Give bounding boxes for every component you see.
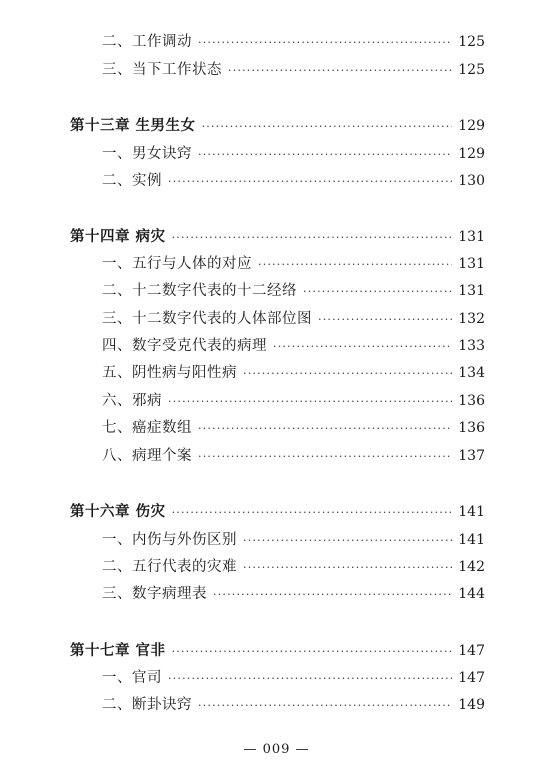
toc-entry-title: 第十三章 生男生女	[70, 118, 196, 134]
dot-leader	[172, 642, 453, 662]
toc-entry-section	[102, 418, 485, 439]
toc-entry-section	[102, 254, 485, 275]
toc-entry-title: 六、邪病	[102, 393, 162, 409]
toc-entry-title: 第十六章 伤灾	[70, 504, 166, 520]
dot-leader	[318, 310, 452, 330]
toc-entry-page: 141	[458, 504, 485, 520]
toc-entry-section	[102, 530, 485, 551]
dot-leader	[243, 531, 452, 551]
toc-entry-section	[102, 336, 485, 357]
toc-entry-page: 134	[458, 365, 485, 381]
toc-entry-title: 一、官司	[102, 670, 162, 686]
toc-entry-title: 四、数字受克代表的病理	[102, 338, 267, 354]
dot-leader	[303, 282, 452, 302]
dot-leader	[168, 392, 452, 412]
dot-leader	[172, 503, 453, 523]
toc-entry-page: 131	[458, 229, 485, 245]
dot-leader	[243, 558, 452, 578]
toc-entry-title: 第十七章 官非	[70, 643, 166, 659]
toc-entry-page: 147	[458, 643, 485, 659]
page-number: — 009 —	[243, 742, 310, 757]
dot-leader	[198, 696, 452, 716]
toc-entry-title: 三、数字病理表	[102, 586, 207, 602]
toc-entry-section	[102, 171, 485, 192]
toc-entry-section	[102, 144, 485, 165]
toc-entry-page: 136	[458, 393, 485, 409]
dot-leader	[243, 364, 452, 384]
toc-entry-section	[102, 32, 485, 53]
toc-entry-title: 二、十二数字代表的十二经络	[102, 283, 297, 299]
toc-entry-section	[102, 309, 485, 330]
toc-entry-section	[102, 281, 485, 302]
toc-entry-page: 142	[458, 559, 485, 575]
toc-entry-page: 141	[458, 532, 485, 548]
toc-entry-chapter	[70, 227, 485, 248]
toc-entry-page: 125	[458, 34, 485, 50]
toc-entry-section	[102, 557, 485, 578]
dot-leader	[198, 447, 452, 467]
toc-entry-chapter	[70, 116, 485, 137]
toc-entry-page: 129	[458, 118, 485, 134]
toc-entry-section	[102, 391, 485, 412]
toc-entry-page: 133	[458, 338, 485, 354]
toc-entry-page: 125	[458, 62, 485, 78]
toc-entry-page: 131	[458, 283, 485, 299]
dot-leader	[198, 33, 452, 53]
toc-entry-title: 第十四章 病灾	[70, 229, 166, 245]
dot-leader	[172, 228, 453, 248]
toc-entry-page: 129	[458, 146, 485, 162]
dot-leader	[198, 419, 452, 439]
toc-entry-section	[102, 668, 485, 689]
dot-leader	[258, 255, 452, 275]
dot-leader	[202, 117, 453, 137]
toc-entry-section	[102, 446, 485, 467]
toc-entry-page: 136	[458, 420, 485, 436]
toc-entry-title: 三、十二数字代表的人体部位图	[102, 311, 312, 327]
toc-entry-section	[102, 695, 485, 716]
toc-entry-section	[102, 363, 485, 384]
toc-entry-page: 149	[458, 697, 485, 713]
toc-entry-title: 七、癌症数组	[102, 420, 192, 436]
toc-entry-page: 131	[458, 256, 485, 272]
dot-leader	[168, 172, 452, 192]
dot-leader	[198, 145, 452, 165]
toc-entry-chapter	[70, 502, 485, 523]
toc-entry-title: 一、内伤与外伤区别	[102, 532, 237, 548]
toc-entry-section	[102, 584, 485, 605]
toc-entry-title: 八、病理个案	[102, 448, 192, 464]
toc-entry-page: 147	[458, 670, 485, 686]
toc-entry-title: 三、当下工作状态	[102, 62, 222, 78]
toc-entry-chapter	[70, 641, 485, 662]
toc-entry-page: 132	[458, 311, 485, 327]
dot-leader	[168, 669, 452, 689]
toc-entry-page: 144	[458, 586, 485, 602]
toc-entry-page: 137	[458, 448, 485, 464]
toc-entry-title: 二、实例	[102, 173, 162, 189]
toc-entry-title: 一、男女诀窍	[102, 146, 192, 162]
toc-entry-title: 二、五行代表的灾难	[102, 559, 237, 575]
dot-leader	[273, 337, 452, 357]
dot-leader	[213, 585, 452, 605]
toc-entry-title: 五、阴性病与阳性病	[102, 365, 237, 381]
toc-entry-title: 二、断卦诀窍	[102, 697, 192, 713]
toc-entry-section	[102, 60, 485, 81]
toc-entry-title: 一、五行与人体的对应	[102, 256, 252, 272]
toc-entry-title: 二、工作调动	[102, 34, 192, 50]
dot-leader	[228, 61, 452, 81]
toc-entry-page: 130	[458, 173, 485, 189]
